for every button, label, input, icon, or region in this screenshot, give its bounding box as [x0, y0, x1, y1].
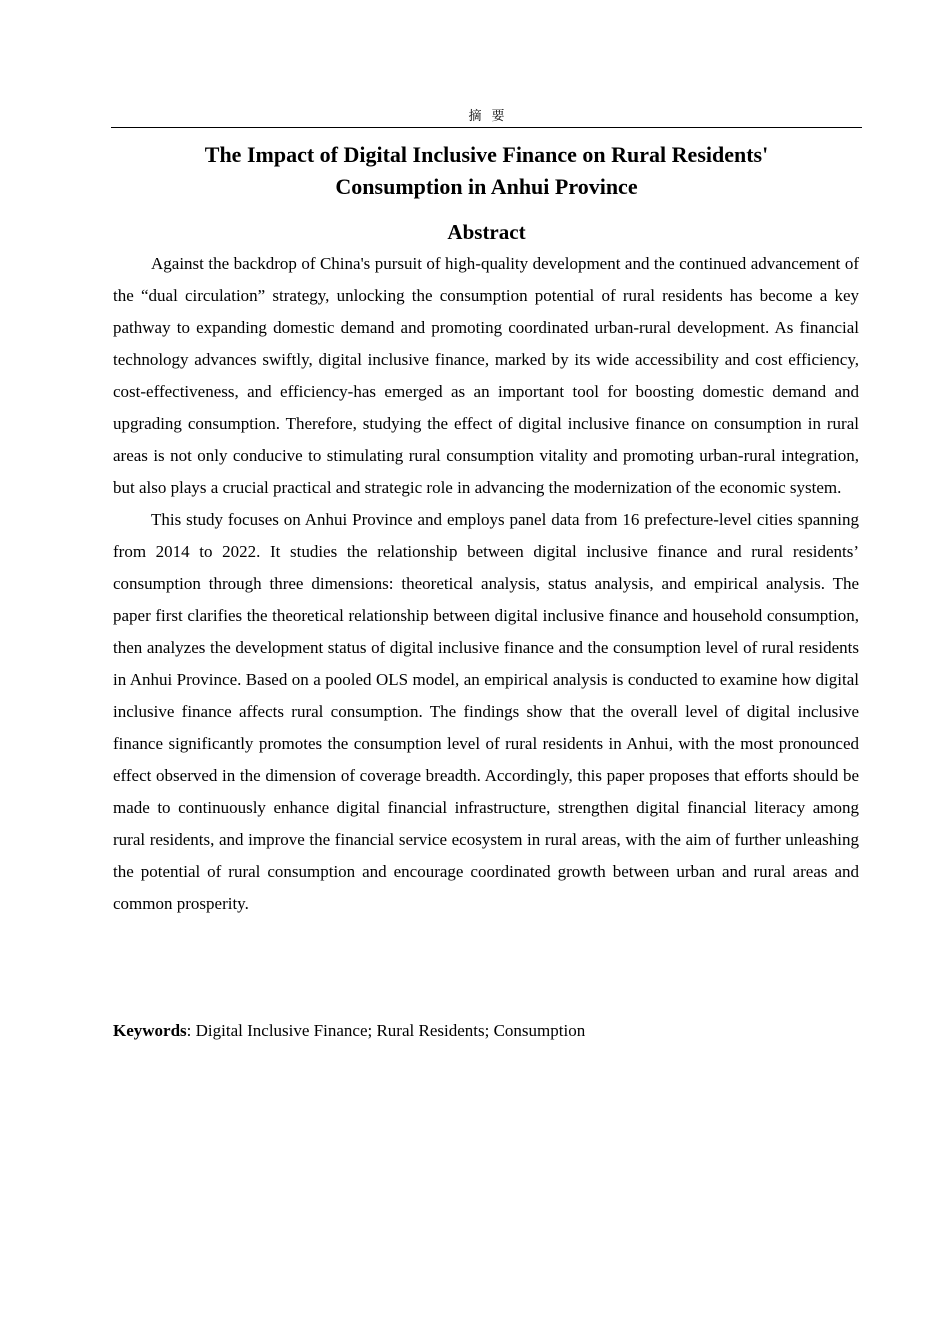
keywords-label: Keywords — [113, 1021, 187, 1040]
header-rule — [111, 127, 862, 128]
keywords-text: Digital Inclusive Finance; Rural Residents; Consumption — [195, 1021, 586, 1040]
title-line-2: Consumption in Anhui Province — [335, 174, 638, 199]
running-header: 摘要 — [468, 109, 515, 124]
abstract-paragraph-2: This study focuses on Anhui Province and employs panel data from 16 prefecture-level cities spanning from 2014 to 2022. It studies the relationship between digital inclusive finance and rural residents’ consumption through three dimensions: theoretical analysis, status analysis, and empirical analysis. The paper first clarifies the theoretical relationship between digital inclusive finance and household consumption, then analyzes the development status of digital inclusive finance and the consumption level of rural residents in Anhui Province. Based on a pooled OLS model, an empirical analysis is conducted to examine how digital inclusive finance affects rural consumption. The findings show that the overall level of digital inclusive finance significantly promotes the consumption level of rural residents in Anhui, with the most pronounced effect observed in the dimension of coverage breadth. Accordingly, this paper proposes that efforts should be made to continuously enhance digital financial infrastructure, strengthen digital financial literacy among rural residents, and improve the financial service ecosystem in rural areas, with the aim of further unleashing the potential of rural consumption and encourage coordinated growth between urban and rural areas and common prosperity. — [113, 510, 859, 913]
document-title — [111, 139, 862, 203]
keywords-line — [113, 1015, 859, 1047]
abstract-heading: Abstract — [447, 220, 526, 244]
abstract-paragraph-1: Against the backdrop of China's pursuit of high-quality development and the continued advancement of the “dual circulation” strategy, unlocking the consumption potential of rural residents has become a key pathway to expanding domestic demand and promoting coordinated urban-rural development. As financial technology advances swiftly, digital inclusive finance, marked by its wide accessibility and cost efficiency, cost-effectiveness, and efficiency-has emerged as an important tool for boosting domestic demand and upgrading consumption. Therefore, studying the effect of digital inclusive finance on consumption in rural areas is not only conducive to stimulating rural consumption vitality and promoting urban-rural integration, but also plays a crucial practical and strategic role in advancing the modernization of the economic system. — [113, 254, 859, 497]
keywords-separator: : — [186, 1021, 196, 1040]
abstract-body — [113, 248, 859, 920]
title-line-1: The Impact of Digital Inclusive Finance on Rural Residents' — [204, 142, 769, 167]
